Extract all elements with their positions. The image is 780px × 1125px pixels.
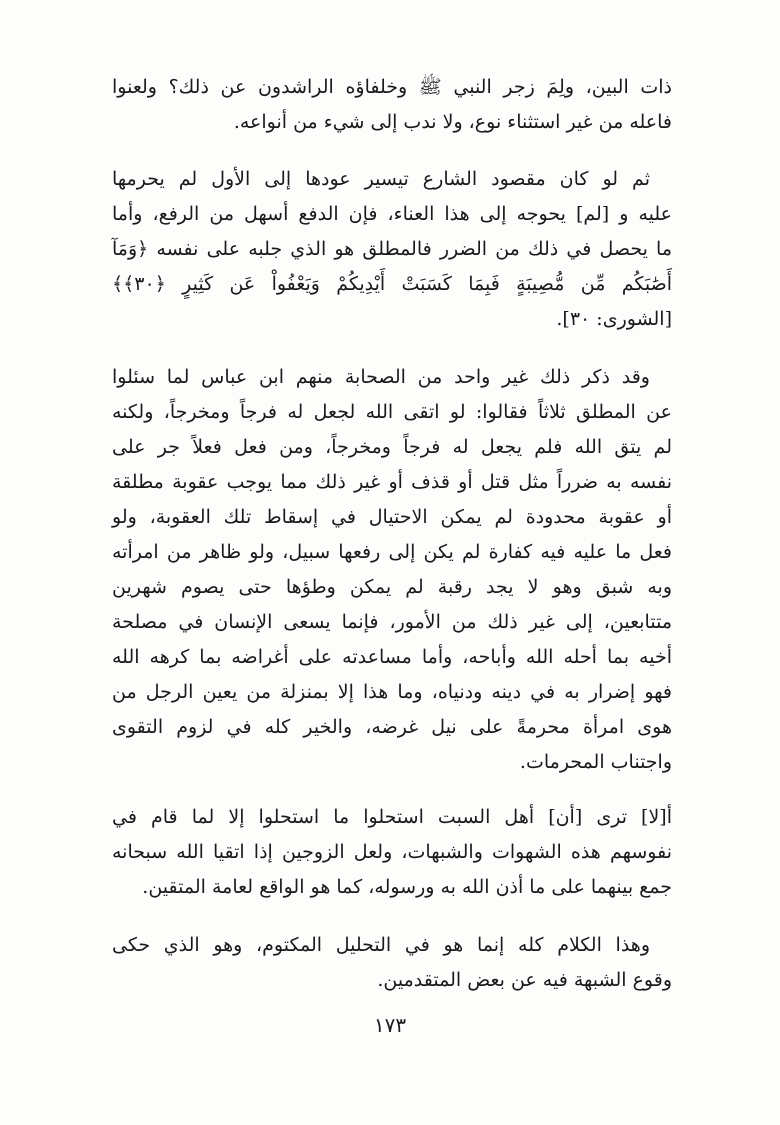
paragraph-1 [112, 70, 672, 140]
text-line: أ[لا] ترى [أن] أهل السبت استحلوا ما استحلوا إلا لما قام في [112, 806, 672, 828]
text-line: أو عقوبة محدودة لم يمكن الاحتيال في إسقاط تلك العقوبة، ولو [112, 506, 672, 528]
text-line: ما يحصل في ذلك من الضرر فالمطلق هو الذي جلبه على نفسه ﴿وَمَآ [112, 238, 672, 260]
text-line: هوى امرأة محرمةً على نيل غرضه، والخير كله في لزوم التقوى [112, 716, 672, 738]
text-line: نفسه به ضرراً مثل قتل أو قذف أو غير ذلك مما يوجب عقوبة مطلقة [112, 471, 672, 493]
page-number: ١٧٣ [373, 1013, 407, 1037]
quran-citation: [الشورى: ٣٠]. [556, 308, 672, 330]
text-line: عليه و [لم] يحوجه إلى هذا العناء، فإن الدفع أسهل من الرفع، وأما [112, 203, 672, 225]
text-line: فهو إضرار به في دينه ودنياه، وما هذا إلا بمنزلة من يعين الرجل من [112, 681, 672, 703]
text-line: أخيه بما أحله الله وأباحه، وأما مساعدته على أغراضه بما كرهه الله [112, 646, 672, 668]
text-line: متتابعين، إلى غير ذلك من الأمور، فإنما يسعى الإنسان في مصلحة [112, 611, 672, 633]
text-line: واجتناب المحرمات. [519, 751, 672, 773]
text-line: نفوسهم هذه الشهوات والشبهات، ولعل الزوجين إذا اتقيا الله سبحانه [112, 841, 672, 863]
paragraph-4 [112, 800, 672, 905]
text-line: وقوع الشبهة فيه عن بعض المتقدمين. [377, 969, 672, 991]
text-line: جمع بينهما على ما أذن الله به ورسوله، كما هو الواقع لعامة المتقين. [142, 876, 672, 898]
text-line: ذات البين، ولِمَ زجر النبي ﷺ وخلفاؤه الراشدون عن ذلك؟ ولعنوا [112, 76, 672, 98]
text-line: وهذا الكلام كله إنما هو في التحليل المكتوم، وهو الذي حكى [112, 934, 650, 956]
text-line: وبه شبق وهو لا يجد رقبة لم يمكن وطؤها حتى يصوم شهرين [112, 576, 672, 598]
text-line: عن المطلق ثلاثاً فقالوا: لو اتقى الله لجعل له فرجاً ومخرجاً، ولكنه [112, 401, 672, 423]
text-line: وقد ذكر ذلك غير واحد من الصحابة منهم ابن عباس لما سئلوا [112, 366, 650, 388]
text-line: لم يتق الله فلم يجعل له فرجاً ومخرجاً، ومن فعل فعلاً جر على [112, 436, 672, 458]
paragraph-3 [112, 360, 672, 780]
text-line: فاعله من غير استثناء نوع، ولا ندب إلى شيء من أنواعه. [233, 111, 672, 133]
paragraph-5 [112, 928, 672, 998]
text-line: فعل ما عليه فيه كفارة لم يكن إلى رفعها سبيل، ولو ظاهر من امرأته [112, 541, 672, 563]
text-line: ثم لو كان مقصود الشارع تيسير عودها إلى الأول لم يحرمها [112, 168, 650, 190]
quran-verse-line: أَصَٰبَكُم مِّن مُّصِيبَةٍ فَبِمَا كَسَبَتْ أَيْدِيكُمْ وَيَعْفُواْ عَن كَثِيرٍ ﴿٣٠﴾﴾ [112, 273, 672, 295]
paragraph-2 [112, 162, 672, 337]
